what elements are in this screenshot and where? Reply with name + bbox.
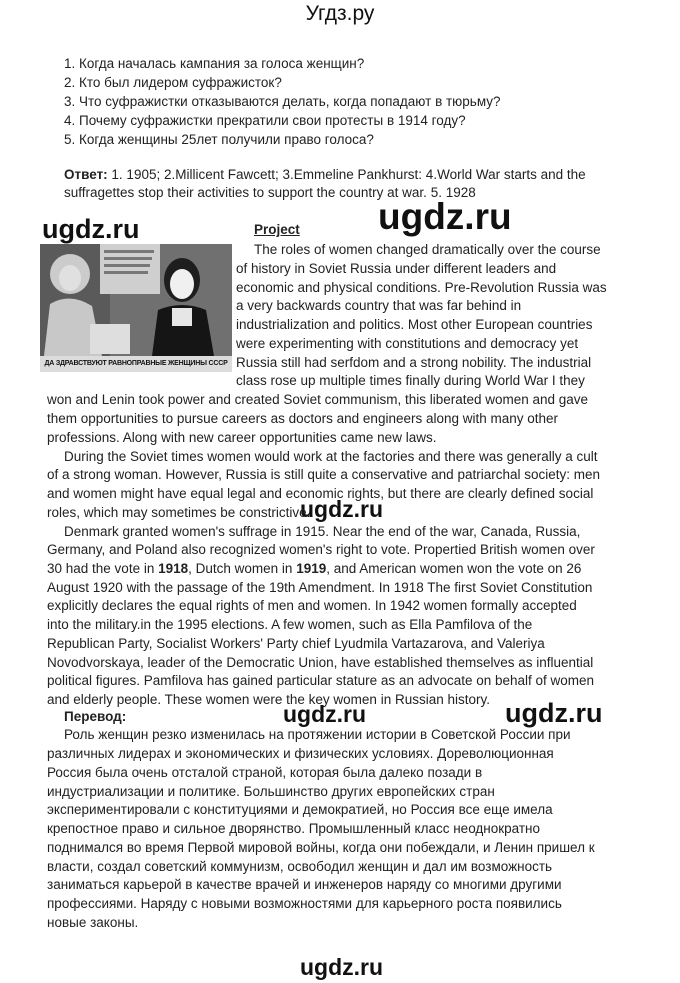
project-line: of history in Soviet Russia under different leaders and <box>236 261 557 276</box>
project-line: During the Soviet times women would work at the factories and there was generally a cult <box>64 449 598 464</box>
watermark: ugdz.ru <box>300 954 384 980</box>
translation-line: экспериментировали с конституциями и демократией, но Россия все еще имела <box>47 802 553 817</box>
translation-line: крепостное право и сильное дворянство. Промышленный класс неоднократно <box>47 821 541 836</box>
project-heading: Project <box>254 222 300 237</box>
answer-label: Ответ: <box>64 167 108 182</box>
question-5: 5. Когда женщины 25лет получили право голоса? <box>64 132 374 147</box>
project-line: were experimenting with constitutions and democracy yet <box>236 336 579 351</box>
soviet-poster-image <box>40 244 232 372</box>
project-line: industrialization and politics. Most other European countries <box>236 317 593 332</box>
project-line: of a strong woman. However, Russia is still quite a conservative and patriarchal society: men <box>47 467 601 482</box>
translation-line: Роль женщин резко изменилась на протяжении истории в Советской России при <box>64 727 571 742</box>
project-line: roles, which may sometimes be constrictive. <box>47 505 311 520</box>
question-2: 2. Кто был лидером суфражисток? <box>64 75 282 90</box>
watermark: ugdz.ru <box>283 701 367 727</box>
question-3: 3. Что суфражистки отказываются делать, когда попадают в тюрьму? <box>64 94 501 109</box>
project-line: won and Lenin took power and created Soviet communism, this liberated women and gave <box>47 392 589 407</box>
project-line: economic and physical conditions. Pre-Revolution Russia was <box>236 280 607 295</box>
translation-line: власти, создал советский коммунизм, освободил женщин и дал им возможность <box>47 859 553 874</box>
translation-line: заниматься карьерой в качестве врачей и инженеров наряду со многими другими <box>47 877 562 892</box>
project-line: and elderly people. These women were the key women in Russian history. <box>47 692 490 707</box>
year-1918: 1918 <box>158 561 189 576</box>
poster-illustration <box>40 244 232 372</box>
project-line: August 1920 with the passage of the 19th Amendment. In 1918 The first Soviet Constitution <box>47 580 593 595</box>
watermark: ugdz.ru <box>300 496 384 522</box>
project-line: Germany, and Poland also recognized women's right to vote. Propertied British women over <box>47 542 595 557</box>
watermark: ugdz.ru <box>378 196 512 237</box>
project-line: political figures. Pamfilova has gained particular stature as an advocate on behalf of women <box>47 673 595 688</box>
project-line: Russia still had serfdom and a strong nobility. The industrial <box>236 355 592 370</box>
translation-line: Россия была очень отсталой страной, которая была далеко позади в <box>47 765 483 780</box>
translation-line: новые законы. <box>47 915 139 930</box>
translation-line: профессиями. Наряду с новыми возможностями для карьерного роста появились <box>47 896 562 911</box>
project-line: them opportunities to pursue careers as doctors and engineers along with many other <box>47 411 559 426</box>
project-line: a very backwards country that was far behind in <box>236 298 522 313</box>
watermark: ugdz.ru <box>505 698 603 728</box>
translation-heading: Перевод: <box>64 709 127 724</box>
project-line: The roles of women changed dramatically over the course <box>254 242 601 257</box>
project-line: professions. Along with new career opportunities came new laws. <box>47 430 437 445</box>
poster-caption: ДА ЗДРАВСТВУЮТ РАВНОПРАВНЫЕ ЖЕНЩИНЫ СССР <box>40 356 232 372</box>
translation-line: различных лидерах и экономических и физических условиях. Дореволюционная <box>47 746 554 761</box>
line-part: 30 had the vote in <box>47 561 159 576</box>
project-line: explicitly declares the equal rights of men and women. In 1942 women formally accepted <box>47 598 577 613</box>
project-line: Novodvorskaya, leader of the Democratic Union, have established themselves as influential <box>47 655 594 670</box>
project-line: class rose up multiple times finally during World War I they <box>236 373 585 388</box>
line-part: , and American women won the vote on 26 <box>326 561 582 576</box>
question-1: 1. Когда началась кампания за голоса женщин? <box>64 56 365 71</box>
site-title: Угдз.ру <box>305 2 375 25</box>
translation-line: поднимался во время Первой мировой войны, когда они побеждали, и Ленин пришел к <box>47 840 595 855</box>
project-line: Republican Party, Socialist Workers' Party chief Lyudmila Vartazarova, and Valeriya <box>47 636 545 651</box>
project-line: Denmark granted women's suffrage in 1915. Near the end of the war, Canada, Russia, <box>64 524 581 539</box>
answer-text: 1. 1905; 2.Millicent Fawcett; 3.Emmeline Pankhurst: 4.World War starts and the suffragettes stop their activities to support the country at war. 5. 1928 <box>64 167 586 200</box>
answer-block <box>64 166 624 202</box>
line-part: , Dutch women in <box>188 561 297 576</box>
watermark: ugdz.ru <box>42 214 140 244</box>
project-line: into the military.in the 1995 elections. A few women, such as Ella Pamfilova of the <box>47 617 533 632</box>
project-line: and women might have equal legal and economic rights, but there are clearly defined social <box>47 486 594 501</box>
translation-line: индустриализации и политике. Большинство других европейских стран <box>47 784 495 799</box>
question-4: 4. Почему суфражистки прекратили свои протесты в 1914 году? <box>64 113 466 128</box>
project-line <box>47 560 581 578</box>
year-1919: 1919 <box>296 561 327 576</box>
